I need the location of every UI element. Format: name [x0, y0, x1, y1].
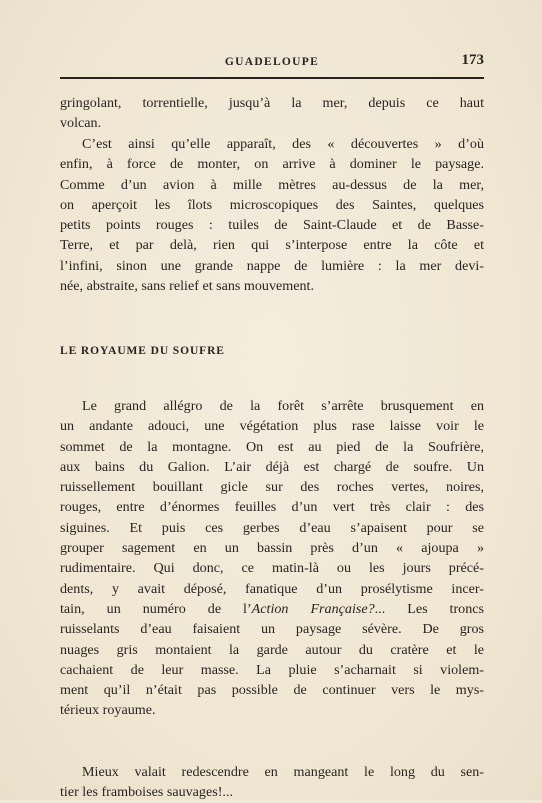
text-line: grouper sagement en un bassin près d’un « ajoupa » — [60, 540, 484, 557]
paragraph-decouvertes — [60, 134, 484, 296]
text-line: ruisselants d’eau faisaient un paysage sévère. De gros — [60, 621, 484, 638]
paragraph-royaume — [60, 396, 484, 721]
text-line: Comme d’un avion à mille mètres au-dessus de la mer, — [60, 176, 484, 193]
italic-title: Action Française? — [251, 600, 375, 617]
running-head — [60, 52, 484, 72]
text-line: siguines. Et puis ces gerbes d’eau s’apaisent pour se — [60, 519, 484, 536]
section-heading: LE ROYAUME DU SOUFRE — [60, 345, 225, 357]
text-line: ruissellement bouillant gicle sur des roches vertes, noires, — [60, 479, 484, 496]
text-line: petits points rouges : tuiles de Saint-Claude et de Basse- — [60, 217, 484, 234]
text-line: on aperçoit les îlots microscopiques des Saintes, quelques — [60, 196, 484, 213]
paragraph-redescendre — [60, 762, 484, 803]
text-line: née, abstraite, sans relief et sans mouvement. — [60, 278, 314, 295]
text-fragment: tain, un numéro de l’ — [60, 600, 252, 617]
text-line: tier les framboises sauvages!... — [60, 784, 233, 801]
text-line-mixed — [60, 599, 484, 619]
text-line: l’infini, sinon une grande nappe de lumière : la mer devi- — [60, 257, 484, 274]
continuation-paragraph — [60, 93, 484, 134]
text-line: nuages gris montaient la garde autour du cratère et le — [60, 641, 484, 658]
text-line: un andante adouci, une végétation plus rase laisse voir le — [60, 418, 484, 435]
text-line: rouges, entre d’énormes feuilles d’un vert très clair : des — [60, 499, 484, 516]
text-line: ment qu’il n’était pas possible de continuer vers le mys- — [60, 682, 484, 699]
page-number: 173 — [461, 52, 484, 68]
running-title: GUADELOUPE — [224, 56, 320, 68]
text-line: sommet de la montagne. On est au pied de la Soufrière, — [60, 438, 484, 455]
text-line: dents, y avait déposé, fanatique d’un prosélytisme incer- — [60, 580, 484, 597]
text-line: rudimentaire. Qui donc, ce matin-là ou les jours précé- — [60, 560, 484, 577]
text-line: enfin, à force de monter, on arrive à dominer le paysage. — [60, 156, 484, 173]
text-line: volcan. — [60, 115, 102, 132]
text-line: Mieux valait redescendre en mangeant le long du sen- — [82, 764, 484, 780]
header-rule — [60, 77, 484, 79]
text-line: térieux royaume. — [60, 702, 156, 719]
text-line: gringolant, torrentielle, jusqu’à la mer, depuis ce haut — [60, 95, 484, 111]
text-line: C’est ainsi qu’elle apparaît, des « découvertes » d’où — [82, 136, 484, 152]
text-line: cachaient de leur masse. La pluie s’acharnait si violem- — [60, 661, 484, 678]
text-line: Le grand allégro de la forêt s’arrête brusquement en — [82, 398, 484, 414]
text-fragment: ... Les troncs — [374, 600, 484, 617]
text-line: Terre, et par delà, rien qui s’interpose entre la côte et — [60, 237, 484, 254]
text-line: aux bains du Galion. L’air déjà est chargé de soufre. Un — [60, 458, 484, 475]
